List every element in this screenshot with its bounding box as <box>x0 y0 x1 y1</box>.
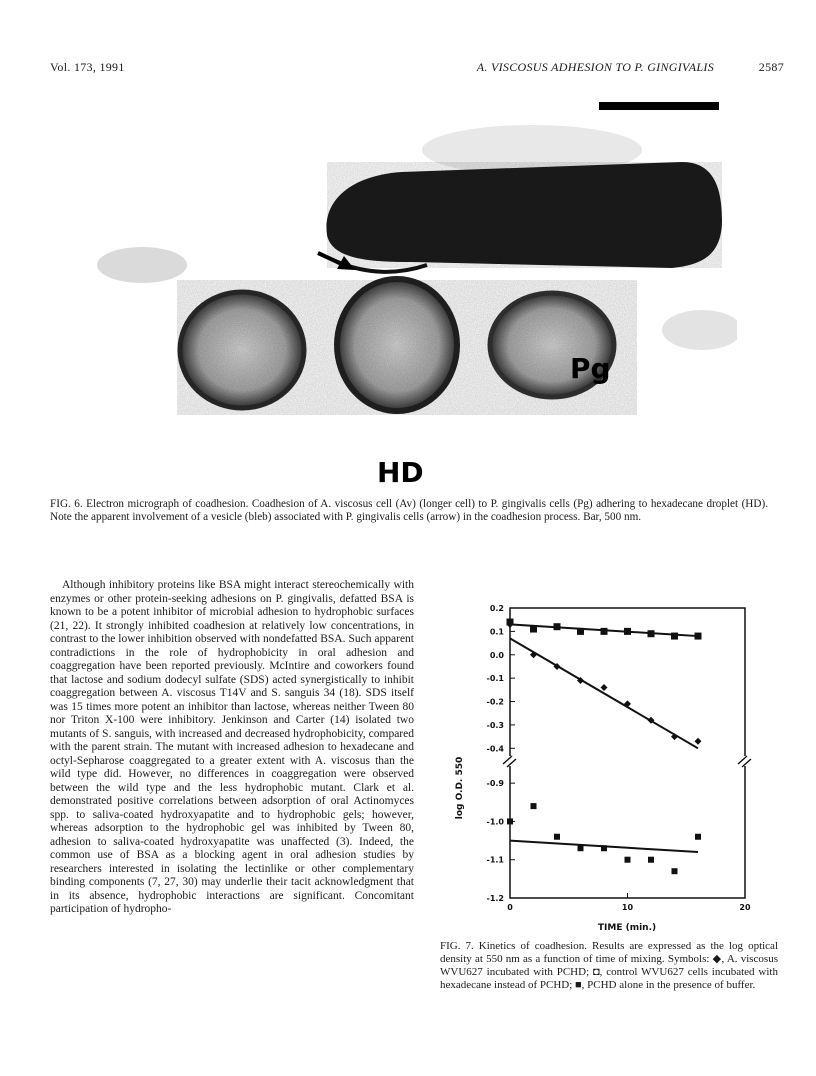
running-title: A. VISCOSUS ADHESION TO P. GINGIVALIS <box>476 60 714 74</box>
page-number: 2587 <box>758 60 784 74</box>
figure-7-caption: FIG. 7. Kinetics of coadhesion. Results are expressed as the log optical density at 550 nm as a function of time of mixing. Symbols: ◆, A. viscosus WVU627 incubated with PCHD; ◘, control WVU627 cells incubated with hexadecane instead of PCHD; ■, PCHD alone in the presence of buffer. <box>440 940 778 991</box>
data-point-open-square <box>648 631 654 637</box>
data-point-diamond <box>530 651 537 658</box>
y-tick-label: -1.0 <box>486 817 504 827</box>
data-point-filled-square <box>695 834 701 840</box>
x-tick-label: 10 <box>621 903 634 912</box>
data-point-open-square <box>531 626 537 632</box>
data-point-diamond <box>695 738 702 745</box>
data-point-filled-square <box>672 868 678 874</box>
x-tick-label: 20 <box>739 903 751 912</box>
data-point-filled-square <box>625 857 631 863</box>
label-pg: Pg <box>570 352 611 385</box>
x-tick-label: 0 <box>507 903 513 912</box>
data-point-open-square <box>507 619 513 625</box>
fit-line <box>510 638 698 748</box>
running-header <box>50 60 784 78</box>
figure-7-chart <box>440 598 780 938</box>
y-tick-label: -0.3 <box>486 720 504 730</box>
data-point-open-square <box>672 633 678 639</box>
plot-area-frame <box>510 608 745 898</box>
y-tick-label: 0.0 <box>489 650 504 660</box>
y-tick-label: -1.1 <box>486 855 504 865</box>
y-tick-label: 0.1 <box>489 627 504 637</box>
data-point-filled-square <box>531 803 537 809</box>
data-point-filled-square <box>554 834 560 840</box>
label-hd: HD <box>377 456 424 489</box>
x-axis-label: TIME (min.) <box>597 923 657 933</box>
axis-break-mask <box>502 756 754 766</box>
data-point-filled-square <box>578 845 584 851</box>
data-point-open-square <box>601 628 607 634</box>
data-point-filled-square <box>648 857 654 863</box>
y-tick-label: -0.2 <box>486 697 504 707</box>
body-paragraph: Although inhibitory proteins like BSA might interact stereochemically with enzymes or other protein-seeking adhesions on P. gingivalis, defatted BSA is known to be a potent inhibitor of microbial adhesion to hydrophobic surfaces (21, 22). It strongly inhibited coadhesion at relatively low concentrations, in contrast to the lower inhibition observed with nondefatted BSA. Such apparent contradictions in the role of hydrophobicity in oral adhesion and coaggregation have been reported previously. McIntire and coworkers found that lactose and sodium dodecyl sulfate (SDS) acted synergistically to inhibit coaggregation between A. viscosus T14V and S. sanguis 34 (18). SDS itself was 15 times more potent an inhibitor than lactose, whereas neither Tween 80 nor Triton X-100 were inhibitory. Jenkinson and Carter (14) isolated two mutants of S. sanguis, with increased and decreased hydrophobicity, compared with the parent strain. The mutant with increased adhesion to hexadecane and octyl-Sepharose coaggregated to a greater extent with A. viscosus than the wild type did. However, no differences in coaggregation were observed between the wild type and the less hydrophobic mutant. Clark et al. demonstrated positive correlations between adsorption of oral Actinomyces spp. to saliva-coated hydroxyapatite and to hydrophobic gels; however, whereas adsorption to the hydrophobic gel was inhibited by Tween 80, adhesion to saliva-coated hydroxyapatite was unaffected (3). Indeed, the common use of BSA as a blocking agent in oral adhesion studies by researchers interested in isolating the lectinlike or other complementary binding components (7, 27, 30) may underlie their tacit acknowledgment that in its absence, hydrophobic interactions are significant. Concomitant participation of hydropho- <box>50 579 414 915</box>
data-point-open-square <box>578 628 584 634</box>
scale-bar <box>599 102 719 110</box>
y-tick-label: -1.2 <box>486 894 504 903</box>
data-point-filled-square <box>601 845 607 851</box>
y-tick-label: -0.4 <box>486 744 504 754</box>
data-point-open-square <box>695 633 701 639</box>
body-column <box>50 579 414 917</box>
electron-micrograph <box>82 90 737 490</box>
data-point-filled-square <box>507 818 513 824</box>
figure-6-caption: FIG. 6. Electron micrograph of coadhesion. Coadhesion of A. viscosus cell (Av) (longer cell) to P. gingivalis cells (Pg) adhering to hexadecane droplet (HD). Note the apparent involvement of a vesicle (bleb) associated with P. gingivalis cells (arrow) in the coadhesion process. Bar, 500 nm. <box>50 498 768 523</box>
data-point-diamond <box>601 684 608 691</box>
y-axis-label: log O.D. 550 <box>455 756 465 820</box>
y-tick-label: -0.1 <box>486 674 504 684</box>
journal-volume: Vol. 173, 1991 <box>50 60 125 74</box>
y-tick-label: 0.2 <box>489 604 504 613</box>
data-point-open-square <box>554 624 560 630</box>
figure-7-chart-container <box>440 598 780 938</box>
chart-frame <box>502 608 754 898</box>
y-tick-label: -0.9 <box>486 779 504 789</box>
data-point-open-square <box>625 628 631 634</box>
